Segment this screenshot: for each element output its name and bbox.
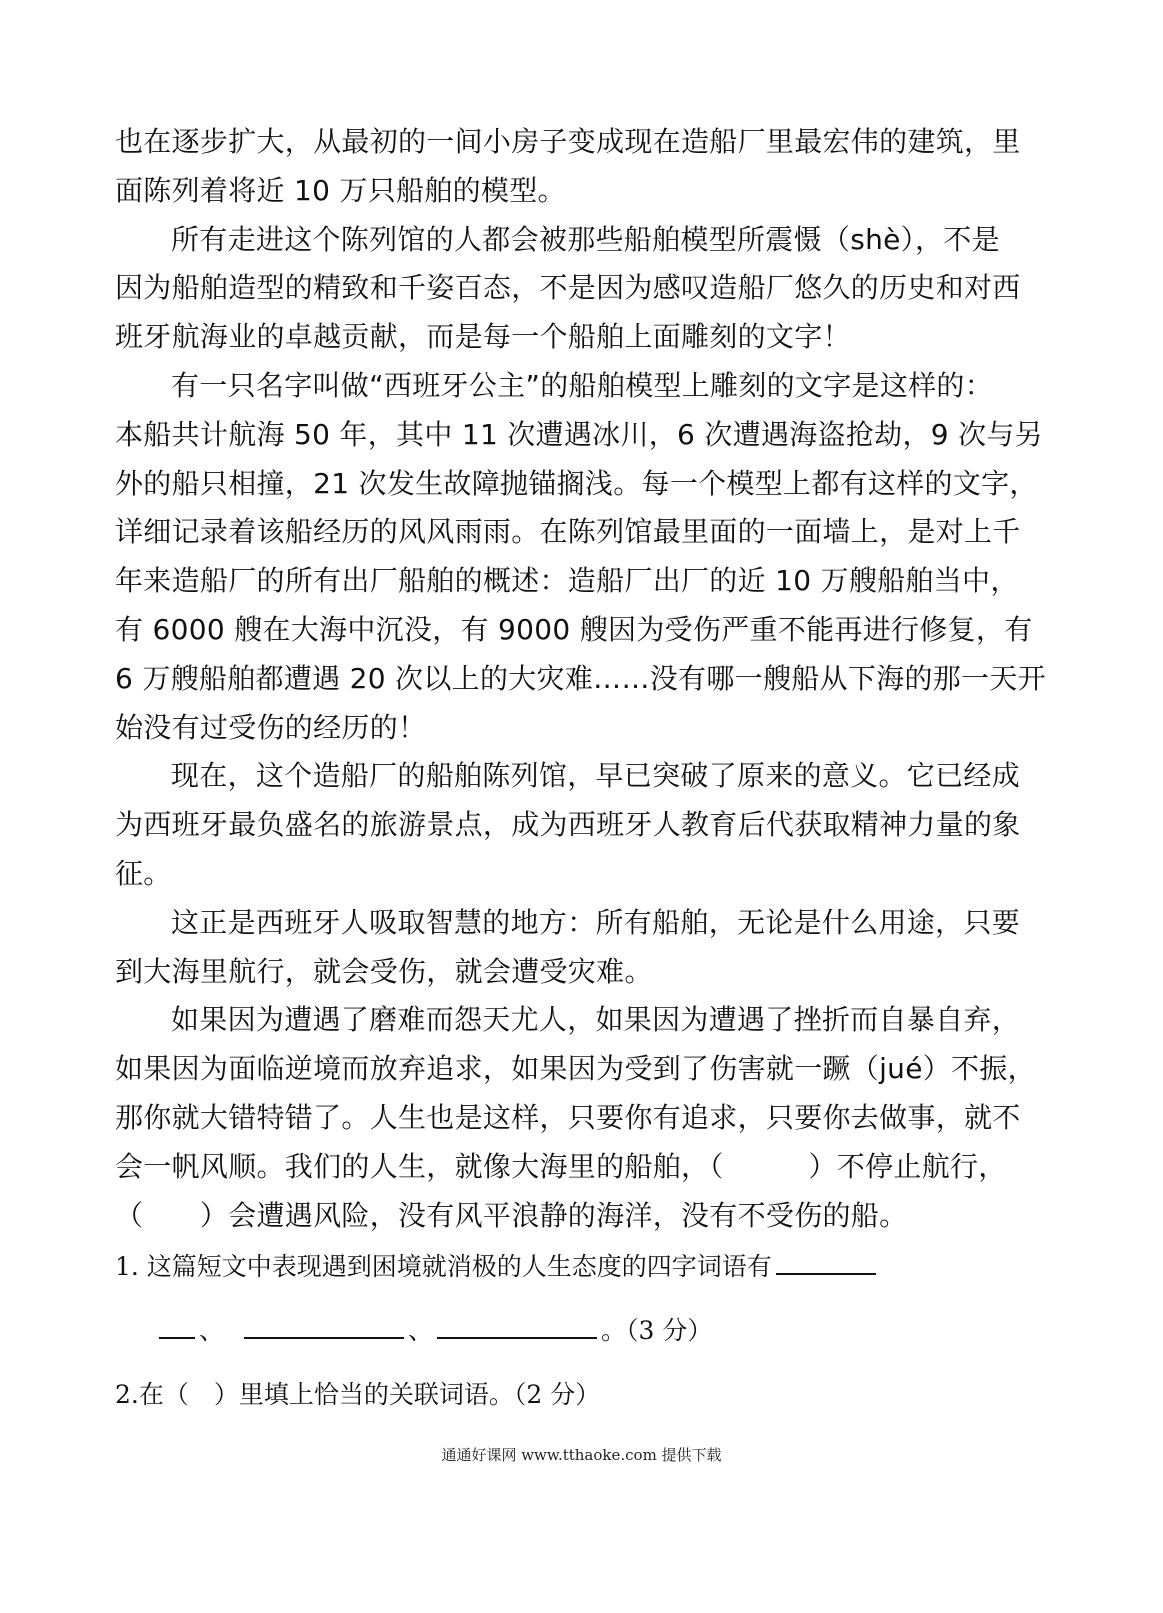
text-line: 有一只名字叫做“西班牙公主”的船舶模型上雕刻的文字是这样的： [171, 368, 994, 402]
text-line: 这正是西班牙人吸取智慧的地方：所有船舶，无论是什么用途，只要 [171, 905, 1021, 939]
text-line: 会一帆风顺。我们的人生，就像大海里的船舶，（ ）不停止航行， [115, 1149, 1007, 1183]
text-line: 面陈列着将近 10 万只船舶的模型。 [115, 173, 566, 207]
text-line: 有 6000 艘在大海中沉没，有 9000 艘因为受伤严重不能再进行修复，有 [115, 612, 1033, 646]
text-line: 如果因为遭遇了磨难而怨天尤人，如果因为遭遇了挫折而自暴自弃， [171, 1003, 1021, 1037]
text-line: 那你就大错特错了。人生也是这样，只要你有追求，只要你去做事，就不 [115, 1100, 1021, 1134]
answer-blank-1-continued[interactable] [159, 1309, 195, 1339]
answer-blank-1[interactable] [776, 1245, 876, 1275]
text-line: 因为船舶造型的精致和千姿百态，不是因为感叹造船厂悠久的历史和对西 [115, 271, 1021, 305]
paragraph-2 [115, 216, 1020, 362]
text-line: 始没有过受伤的经历的！ [115, 710, 427, 744]
text-line: 也在逐步扩大，从最初的一间小房子变成现在造船厂里最宏伟的建筑，里 [115, 125, 1021, 158]
text-line: 班牙航海业的卓越贡献，而是每一个船舶上面雕刻的文字！ [115, 320, 851, 354]
question-1 [115, 1245, 1020, 1289]
separator: 、 [199, 1316, 225, 1345]
separator: 、 [408, 1316, 434, 1345]
text-line: 所有走进这个陈列馆的人都会被那些船舶模型所震慑（shè），不是 [171, 222, 1000, 256]
answer-blank-3[interactable] [437, 1309, 597, 1339]
answer-blank-2[interactable] [244, 1309, 404, 1339]
score-note: 。（3 分） [601, 1316, 713, 1345]
question-1-blanks [115, 1309, 1020, 1353]
text-line: 详细记录着该船经历的风风雨雨。在陈列馆最里面的一面墙上，是对上千 [115, 515, 1021, 549]
page-footer: 通通好课网 www.tthaoke.com 提供下载 [441, 1446, 722, 1464]
questions [115, 1245, 1020, 1417]
text-line: 到大海里航行，就会受伤，就会遭受灾难。 [115, 954, 653, 988]
text-line: 为西班牙最负盛名的旅游景点，成为西班牙人教育后代获取精神力量的象 [115, 808, 1021, 842]
paragraph-6 [115, 996, 1036, 1240]
paragraph-5 [115, 899, 1020, 997]
text-line: 征。 [115, 856, 172, 890]
question-2: 2.在（ ）里填上恰当的关联词语。（2 分） [115, 1380, 601, 1409]
paragraph-1 [115, 118, 1020, 216]
text-line: （ ）会遭遇风险，没有风平浪静的海洋，没有不受伤的船。 [115, 1198, 908, 1232]
passage [115, 118, 1046, 1240]
text-line: 年来造船厂的所有出厂船舶的概述：造船厂出厂的近 10 万艘船舶当中， [115, 564, 1019, 598]
paragraph-4 [115, 752, 1020, 898]
text-line: 本船共计航海 50 年，其中 11 次遭遇冰川，6 次遭遇海盗抢劫，9 次与另 [115, 417, 1043, 451]
text-line: 如果因为面临逆境而放弃追求，如果因为受到了伤害就一蹶（jué）不振， [115, 1052, 1036, 1086]
text-line: 现在，这个造船厂的船舶陈列馆，早已突破了原来的意义。它已经成 [171, 759, 1021, 793]
text-line: 6 万艘船舶都遭遇 20 次以上的大灾难……没有哪一艘船从下海的那一天开 [115, 661, 1046, 695]
question-1-text: 1. 这篇短文中表现遇到困境就消极的人生态度的四字词语有 [115, 1252, 772, 1281]
text-line: 外的船只相撞，21 次发生故障抛锚搁浅。每一个模型上都有这样的文字， [115, 466, 1038, 500]
paragraph-3 [115, 362, 1046, 752]
